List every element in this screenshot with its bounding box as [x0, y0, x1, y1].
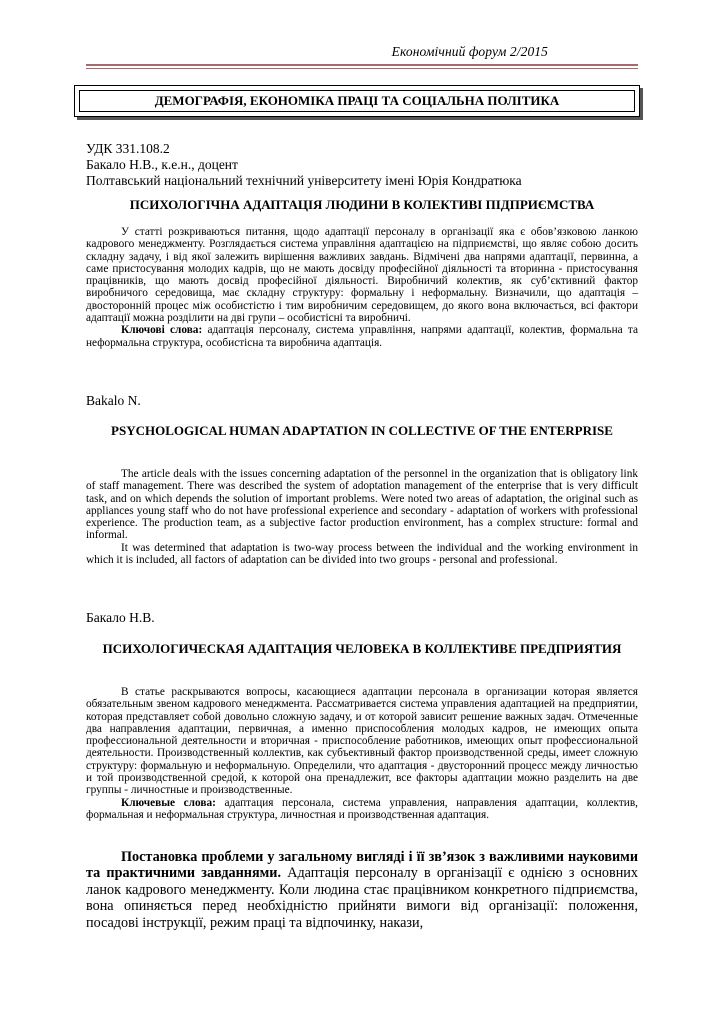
keywords-russian — [86, 797, 638, 822]
keywords-text: адаптация персонала, система управления, направления адаптации, коллектив, формальная и неформальная структура, личностная и производственная адаптация. — [86, 796, 638, 821]
header-rule-bottom — [86, 68, 638, 69]
abstract-english-p1: The article deals with the issues concerning adaptation of the personnel in the organization that is obligatory link of staff management. There was described the system of adoptation management of the enterprise that is very difficult task, and on which depends the solution of important problems. Were noted two areas of adaptation, the original such as appliances young staff who do not have professional experience and secondary - adaptation of workers with professional experience. The production team, as a subjective factor production environment, has a complex structure: formal and informal. — [86, 468, 638, 542]
body-paragraph — [86, 849, 638, 931]
abstract-ukrainian-text: У статті розкриваються питання, щодо адаптації персоналу в організації яка є обов’язковою ланкою кадрового менеджменту. Розглядається система управління адаптацією на підприємстві, що являє собою досить складну задачу, і від якої залежить вирішення важливих завдань. Відмічені два напрями адаптації, первинна, а саме пристосування молодих кадрів, що не мають досвіду професійної діяльності та вторинна - пристосування працівників, що мають досвід професійної діяльності. Виробничий колектив, як суб’єктивний фактор виробничого середовища, має складну структуру: формальну і неформальну. Визначили, що адаптація – двосторонній процес між особистістю і тим виробничим середовищем, до якого вона включається, всі фактори адаптації можна розділити на дві групи – особистісні та виробничі. — [86, 226, 638, 325]
udc-code: УДК 331.108.2 — [86, 141, 170, 156]
title-english: PSYCHOLOGICAL HUMAN ADAPTATION IN COLLECTIVE OF THE ENTERPRISE — [111, 423, 613, 438]
abstract-ukrainian — [86, 226, 638, 349]
keywords-text: адаптація персоналу, система управління, напрями адаптації, колектив, формальна та неформальна структура, особистісна та виробнича адаптація. — [86, 324, 639, 349]
section-heading: ДЕМОГРАФІЯ, ЕКОНОМІКА ПРАЦІ ТА СОЦІАЛЬНА ПОЛІТИКА — [79, 90, 635, 112]
title-ukrainian: ПСИХОЛОГІЧНА АДАПТАЦІЯ ЛЮДИНИ В КОЛЕКТИВІ ПІДПРИЄМСТВА — [129, 197, 595, 212]
author-russian: Бакало Н.В. — [86, 610, 155, 625]
article-meta — [86, 141, 522, 189]
author-affiliation: Полтавський національний технічний університету імені Юрія Кондратюка — [86, 173, 522, 188]
abstract-russian-text: В статье раскрываются вопросы, касающиеся адаптации персонала в организации которая является обязательным звеном кадрового менеджмента. Рассматривается система управления адаптацией на предприятии, которая представляет собой довольно сложную задачу, и от которой зависит решение важных задач. Отмеченные два направления адаптации, первичная, а именно приспособления молодых кадров, не имеющих опыта профессиональной деятельности и вторичная - приспособление работников, имеющих опыт профессиональной деятельности. Производственный коллектив, как субъективный фактор производственной среды, имеет сложную структуру: формальную и неформальную. Определили, что адаптация - двусторонний процесс между личностью и той производственной средой, к которой она пренадлежит, все факторы адаптации можно разделить на две группы - личностные и производственные. — [86, 686, 638, 797]
author-english: Bakalo N. — [86, 393, 141, 408]
abstract-russian — [86, 686, 638, 821]
body-section — [86, 849, 638, 931]
problem-statement-heading: Постановка проблеми у загальному вигляді і її зв’язок з важливими науковими та практичними завданнями. — [86, 849, 638, 882]
header-rule-top — [86, 64, 638, 66]
journal-running-header: Економічний форум 2/2015 — [391, 44, 548, 59]
keywords-label: Ключевые слова: — [121, 796, 216, 809]
author-credentials: Бакало Н.В., к.е.н., доцент — [86, 157, 238, 172]
keywords-label: Ключові слова: — [121, 324, 203, 337]
keywords-ukrainian — [86, 324, 638, 349]
title-russian: ПСИХОЛОГИЧЕСКАЯ АДАПТАЦИЯ ЧЕЛОВЕКА В КОЛЛЕКТИВЕ ПРЕДПРИЯТИЯ — [102, 641, 622, 656]
section-heading-box — [74, 85, 640, 117]
body-paragraph-text: Адаптація персоналу в організації є однією з основних ланок кадрового менеджменту. Коли людина стає працівником конкретного підприємства, вона опиняється перед необхідністю прийняти вимоги від організації: положення, посадові інструкції, режим праці та відпочинку, накази, — [86, 865, 638, 931]
abstract-english — [86, 468, 638, 566]
abstract-english-p2: It was determined that adaptation is two-way process between the individual and the working environment in which it is included, all factors of adaptation can be divided into two groups - personal and professional. — [86, 541, 638, 567]
